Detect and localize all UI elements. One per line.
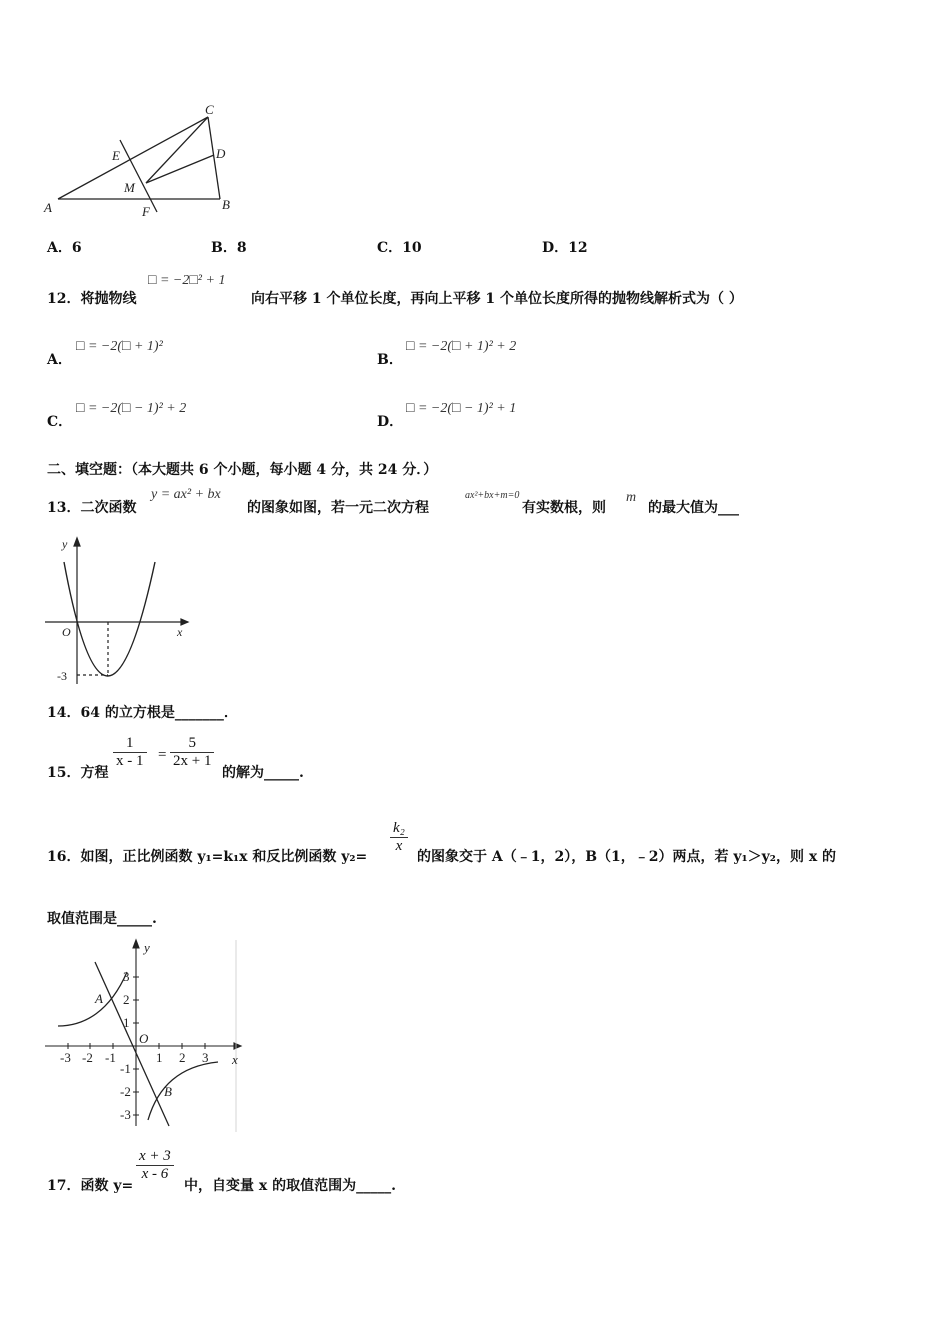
q12-option-a-formula[interactable]: □ = −2(□ + 1)² bbox=[76, 339, 163, 354]
section-title: 二、填空题：（本大题共 6 个小题，每小题 4 分，共 24 分．） bbox=[47, 462, 438, 478]
q13-middle: 的图象如图，若一元二次方程 bbox=[247, 500, 429, 516]
q12-option-c-formula[interactable]: □ = −2(□ − 1)² + 2 bbox=[76, 401, 187, 416]
q11-option-b[interactable]: B．8 bbox=[211, 240, 247, 256]
q14-text: 14．64 的立方根是_______． bbox=[47, 705, 238, 721]
q13-suffix: 的最大值为___ bbox=[648, 500, 739, 516]
q11-option-a[interactable]: A．6 bbox=[47, 240, 82, 256]
x-axis-arrow bbox=[234, 1043, 241, 1049]
y-tick-label: 2 bbox=[123, 992, 130, 1007]
q12-option-d-formula[interactable]: □ = −2(□ − 1)² + 1 bbox=[406, 401, 517, 416]
q12-formula: □ = −2□² + 1 bbox=[148, 273, 226, 288]
q13-formula: y = ax² + bx bbox=[151, 487, 221, 502]
q17-fraction: x + 3 x - 6 bbox=[136, 1148, 174, 1183]
q17-prefix: 17．函数 y= bbox=[47, 1178, 134, 1194]
q12-suffix: 向右平移 1 个单位长度，再向上平移 1 个单位长度所得的抛物线解析式为（ ） bbox=[251, 291, 743, 307]
hyperbola-branch-right bbox=[148, 1062, 218, 1120]
minus3-label: -3 bbox=[57, 669, 67, 683]
label-b: B bbox=[222, 197, 230, 212]
parabola-figure bbox=[40, 532, 200, 690]
q16-line2: 取值范围是_____. bbox=[47, 911, 157, 927]
q12-option-b-letter[interactable]: B． bbox=[377, 352, 403, 368]
segment-ef bbox=[120, 140, 157, 212]
q12-option-a-letter[interactable]: A． bbox=[47, 352, 72, 368]
x-tick-label: -3 bbox=[60, 1050, 71, 1065]
q15-prefix: 15．方程 bbox=[47, 765, 109, 781]
line-y1 bbox=[95, 962, 169, 1126]
q11-option-d[interactable]: D．12 bbox=[542, 240, 588, 256]
q15-fraction-2: 5 2x + 1 bbox=[170, 735, 214, 770]
point-a-label: A bbox=[95, 991, 103, 1006]
q15-suffix: 的解为_____. bbox=[222, 765, 304, 781]
x-tick-label: 2 bbox=[179, 1050, 186, 1065]
label-f: F bbox=[142, 204, 150, 219]
y-axis-label: y bbox=[144, 940, 150, 955]
q11-option-c[interactable]: C．10 bbox=[377, 240, 422, 256]
q17-suffix: 中，自变量 x 的取值范围为_____. bbox=[184, 1178, 396, 1194]
x-tick-label: -2 bbox=[82, 1050, 93, 1065]
q16-prefix: 16．如图，正比例函数 y₁=k₁x 和反比例函数 y₂= bbox=[47, 849, 368, 865]
q12-prefix: 12．将抛物线 bbox=[47, 291, 137, 307]
y-tick-label: 1 bbox=[123, 1015, 130, 1030]
q12-option-b-formula[interactable]: □ = −2(□ + 1)² + 2 bbox=[406, 339, 517, 354]
origin-label: O bbox=[139, 1031, 149, 1046]
hyperbola-figure bbox=[40, 936, 245, 1136]
q13-prefix: 13．二次函数 bbox=[47, 500, 137, 516]
label-e: E bbox=[112, 148, 120, 163]
x-axis-label: x bbox=[232, 1052, 238, 1067]
q16-suffix: 的图象交于 A（﹣1，2），B（1，﹣2）两点，若 y₁＞y₂，则 x 的 bbox=[417, 849, 837, 865]
q13-middle2: 有实数根，则 bbox=[522, 500, 606, 516]
y-axis-label: y bbox=[62, 537, 68, 551]
x-tick-label: -1 bbox=[105, 1050, 116, 1065]
label-m: M bbox=[124, 180, 135, 195]
y-tick-label: -2 bbox=[120, 1084, 131, 1099]
x-axis-label: x bbox=[177, 625, 183, 639]
q12-option-d-letter[interactable]: D． bbox=[377, 414, 404, 430]
triangle-figure bbox=[40, 100, 250, 225]
y-tick-label: -1 bbox=[120, 1061, 131, 1076]
q15-fraction-1: 1 x - 1 bbox=[113, 735, 147, 770]
point-b-label: B bbox=[164, 1084, 172, 1099]
y-tick-label: 3 bbox=[123, 969, 130, 984]
parabola-curve bbox=[64, 562, 155, 676]
x-tick-label: 1 bbox=[156, 1050, 163, 1065]
hyperbola-branch-left bbox=[58, 972, 127, 1026]
segment-md bbox=[146, 155, 214, 183]
q13-var: m bbox=[626, 490, 637, 505]
x-tick-label: 3 bbox=[202, 1050, 209, 1065]
y-axis-arrow bbox=[74, 538, 80, 546]
label-a: A bbox=[44, 200, 52, 215]
segment-mc bbox=[146, 117, 208, 183]
origin-label: O bbox=[62, 625, 71, 639]
q13-equation: ax²+bx+m=0 bbox=[465, 490, 520, 501]
q15-equals: = bbox=[158, 747, 167, 763]
y-tick-label: -3 bbox=[120, 1107, 131, 1122]
q16-fraction: k₂ x bbox=[390, 820, 408, 855]
q12-option-c-letter[interactable]: C． bbox=[47, 414, 73, 430]
y-axis-arrow bbox=[133, 940, 139, 948]
label-d: D bbox=[216, 146, 226, 161]
label-c: C bbox=[205, 102, 214, 117]
